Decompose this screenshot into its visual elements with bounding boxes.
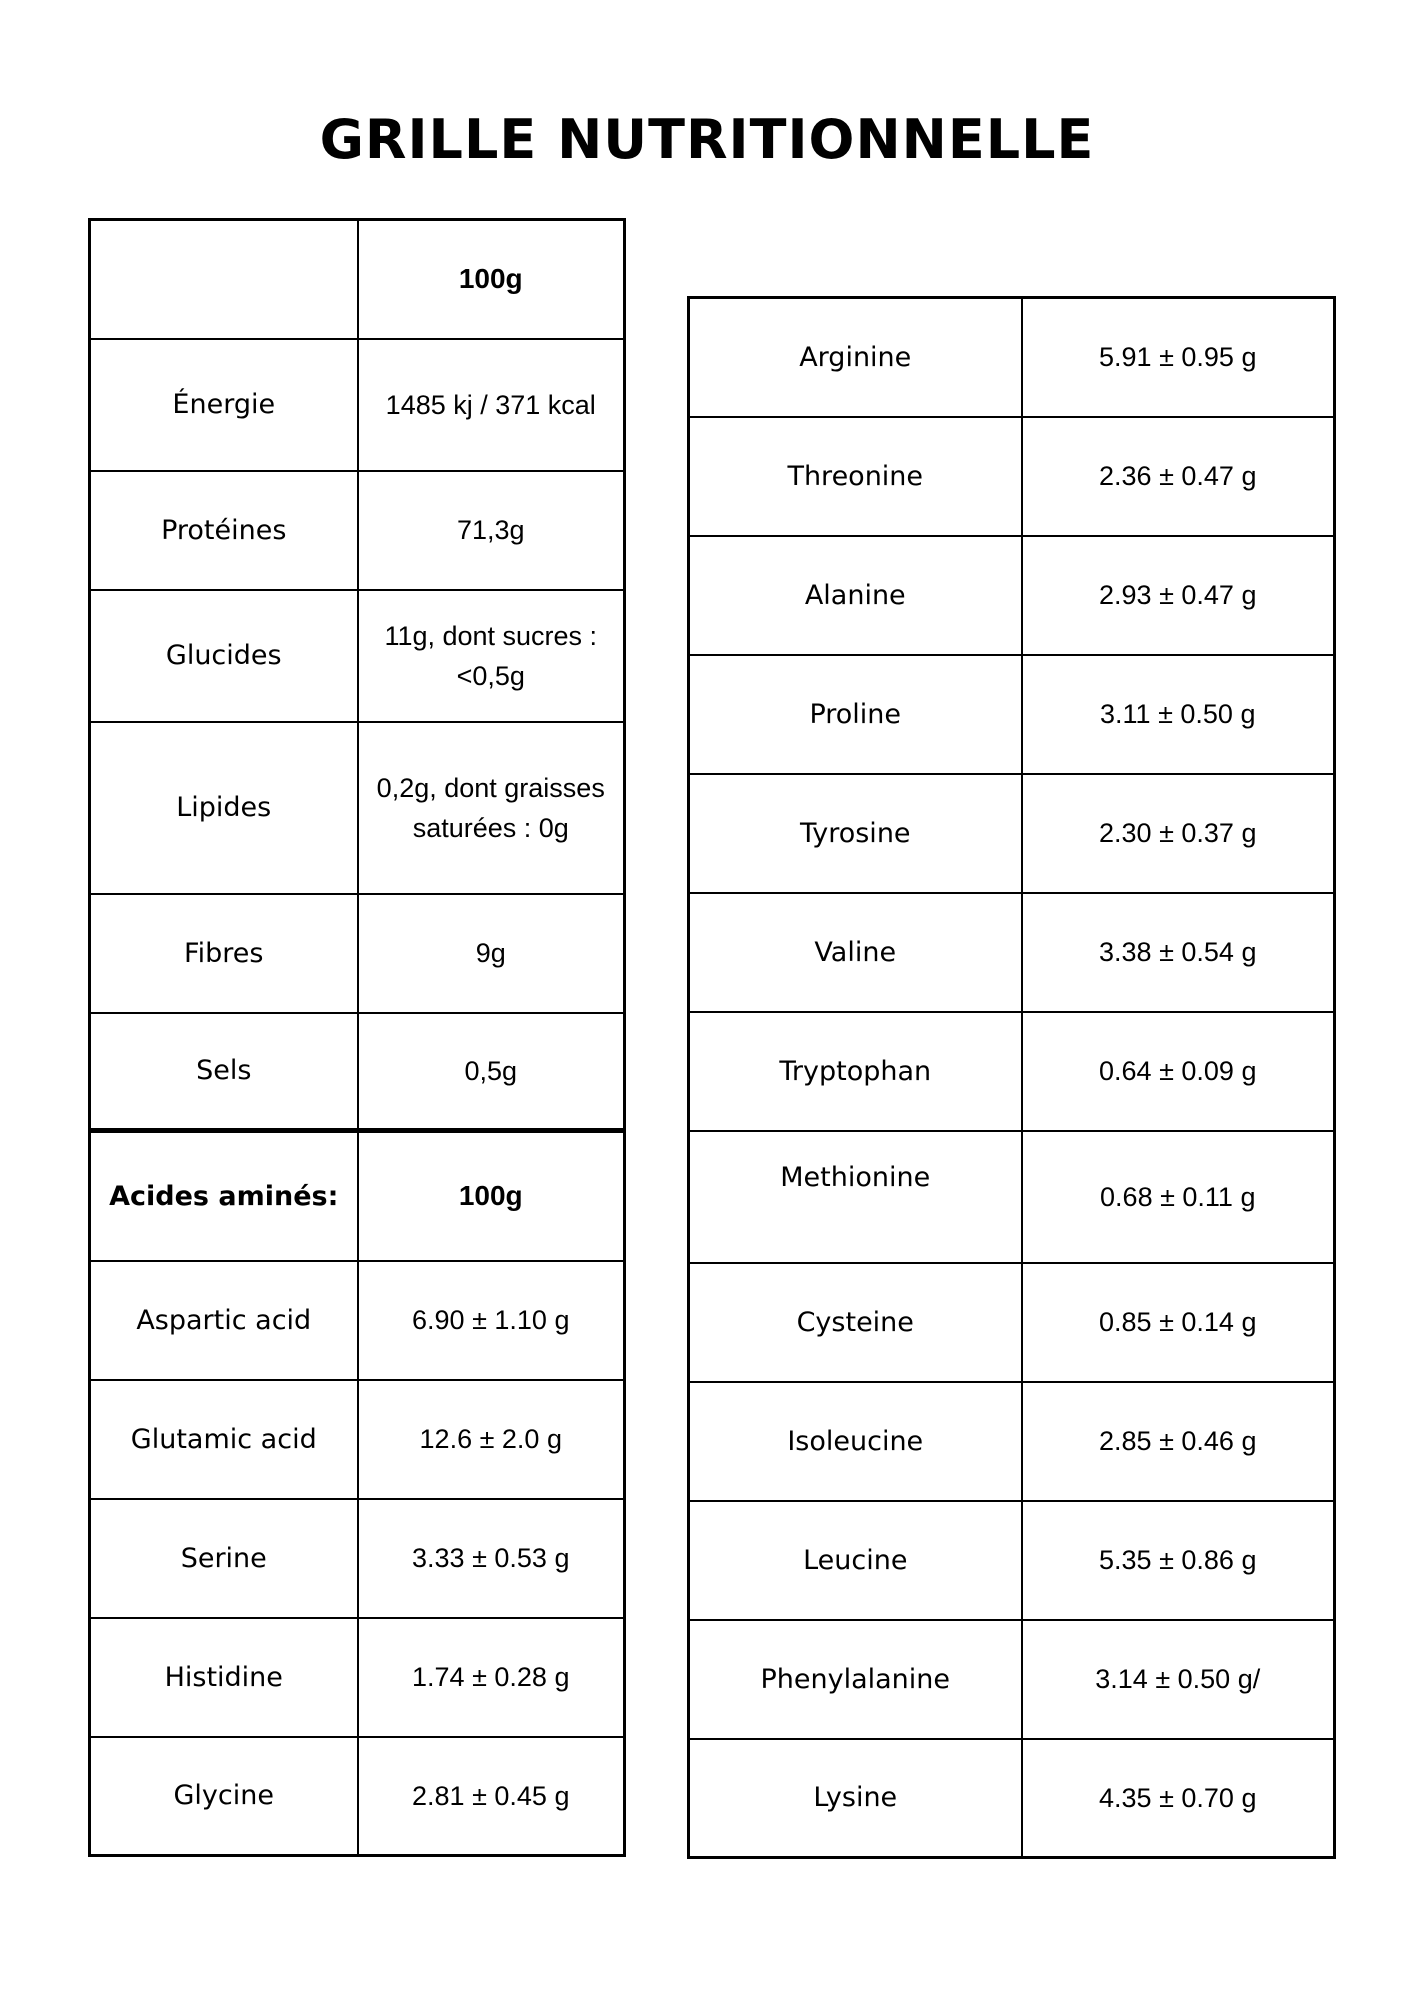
table-row (689, 536, 1335, 655)
row-label: Lipides (90, 722, 358, 894)
row-value: 5.91 ± 0.95 g (1022, 298, 1335, 417)
table-row (90, 471, 625, 590)
table-row (689, 893, 1335, 1012)
row-value: 0.68 ± 0.11 g (1022, 1131, 1335, 1263)
row-label: Énergie (90, 339, 358, 471)
row-value: 3.11 ± 0.50 g (1022, 655, 1335, 774)
table-row (689, 1620, 1335, 1739)
row-value: 4.35 ± 0.70 g (1022, 1739, 1335, 1858)
table-row (90, 339, 625, 471)
row-value: 2.30 ± 0.37 g (1022, 774, 1335, 893)
table-row (689, 1501, 1335, 1620)
row-value: 9g (358, 894, 625, 1013)
nutrition-header-row (90, 220, 625, 339)
row-value: 0.64 ± 0.09 g (1022, 1012, 1335, 1131)
table-row (90, 1618, 625, 1737)
table-row (90, 1380, 625, 1499)
row-label: Leucine (689, 1501, 1022, 1620)
row-label: Tyrosine (689, 774, 1022, 893)
row-value: 6.90 ± 1.10 g (358, 1261, 625, 1380)
row-value: 11g, dont sucres : <0,5g (358, 590, 625, 722)
page-title: GRILLE NUTRITIONNELLE (319, 108, 1095, 171)
table-row (689, 1739, 1335, 1858)
row-value: 3.38 ± 0.54 g (1022, 893, 1335, 1012)
row-label: Serine (90, 1499, 358, 1618)
table-row (689, 1263, 1335, 1382)
amino-header-row (90, 1131, 625, 1261)
row-label: Tryptophan (689, 1012, 1022, 1131)
row-label: Arginine (689, 298, 1022, 417)
nutrition-header-value: 100g (358, 220, 625, 339)
row-value: 0,5g (358, 1013, 625, 1131)
amino-header-value: 100g (358, 1131, 625, 1261)
row-value: 3.33 ± 0.53 g (358, 1499, 625, 1618)
nutrition-table (88, 218, 626, 1857)
table-row (90, 1261, 625, 1380)
table-row (689, 417, 1335, 536)
row-value: 3.14 ± 0.50 g/ (1022, 1620, 1335, 1739)
table-row (689, 1382, 1335, 1501)
table-row (90, 1499, 625, 1618)
row-value: 2.85 ± 0.46 g (1022, 1382, 1335, 1501)
row-label: Glucides (90, 590, 358, 722)
row-label: Valine (689, 893, 1022, 1012)
row-value: 1485 kj / 371 kcal (358, 339, 625, 471)
row-label: Sels (90, 1013, 358, 1131)
row-value: 5.35 ± 0.86 g (1022, 1501, 1335, 1620)
header-empty-cell (90, 220, 358, 339)
row-label: Isoleucine (689, 1382, 1022, 1501)
row-label: Aspartic acid (90, 1261, 358, 1380)
amino-header-label: Acides aminés: (90, 1131, 358, 1261)
row-label: Glycine (90, 1737, 358, 1856)
row-label: Proline (689, 655, 1022, 774)
table-row (689, 774, 1335, 893)
row-value: 2.36 ± 0.47 g (1022, 417, 1335, 536)
row-label: Fibres (90, 894, 358, 1013)
row-label: Histidine (90, 1618, 358, 1737)
table-row (90, 590, 625, 722)
row-value: 0.85 ± 0.14 g (1022, 1263, 1335, 1382)
row-value: 0,2g, dont graisses saturées : 0g (358, 722, 625, 894)
table-row (689, 655, 1335, 774)
row-value: 1.74 ± 0.28 g (358, 1618, 625, 1737)
table-row (90, 1737, 625, 1856)
row-value: 12.6 ± 2.0 g (358, 1380, 625, 1499)
row-label: Threonine (689, 417, 1022, 536)
row-label: Lysine (689, 1739, 1022, 1858)
row-value: 2.81 ± 0.45 g (358, 1737, 625, 1856)
row-label: Protéines (90, 471, 358, 590)
row-label: Methionine (689, 1131, 1022, 1263)
amino-acid-table (687, 296, 1336, 1859)
table-row (90, 1013, 625, 1131)
table-row (90, 722, 625, 894)
row-label: Glutamic acid (90, 1380, 358, 1499)
row-label: Cysteine (689, 1263, 1022, 1382)
table-row (90, 894, 625, 1013)
table-row (689, 1012, 1335, 1131)
row-label: Alanine (689, 536, 1022, 655)
row-value: 71,3g (358, 471, 625, 590)
table-row (689, 1131, 1335, 1263)
row-value: 2.93 ± 0.47 g (1022, 536, 1335, 655)
row-label: Phenylalanine (689, 1620, 1022, 1739)
table-row (689, 298, 1335, 417)
